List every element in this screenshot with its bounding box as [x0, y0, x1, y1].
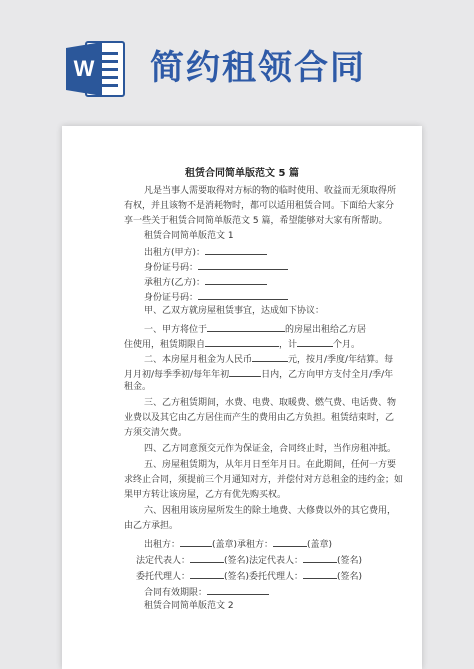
- clause-5-cont: 求终止合同，须提前三个月通知对方，并偿付对方总租金的违约金；如: [124, 475, 404, 485]
- blank-line: [297, 337, 333, 347]
- document-title: 租赁合同简单版范文 5 篇: [185, 168, 299, 179]
- blank-line: [207, 322, 285, 332]
- sign-label: 委托代理人：: [136, 572, 191, 582]
- id-label: 身份证号码：: [144, 263, 199, 273]
- clause-4: 四、乙方同意预交元作为保证金，合同终止时，当作房租冲抵。: [144, 444, 397, 454]
- sign-label: (签名): [337, 572, 363, 582]
- blank-line: [273, 537, 307, 547]
- blank-line: [198, 290, 288, 300]
- lessee-label: 承租方(乙方)：: [144, 278, 206, 288]
- clause-text: 住使用，租赁期限自: [124, 340, 206, 350]
- sign-label: 出租方：: [144, 540, 181, 550]
- blank-line: [180, 537, 212, 547]
- clause-5: 五、房屋租赁期为，从年月日至年月日。在此期间，任何一方要: [144, 460, 397, 470]
- clause-text: ，计: [279, 340, 298, 350]
- sign-label: (签名)法定代表人：: [224, 556, 304, 566]
- id-field: [144, 290, 288, 304]
- blank-line: [252, 352, 288, 362]
- blank-line: [205, 245, 267, 255]
- blank-line: [205, 337, 279, 347]
- sign-label: (签名): [337, 556, 363, 566]
- blank-line: [207, 585, 269, 595]
- lessor-field: [144, 245, 267, 259]
- lessee-field: [144, 275, 267, 289]
- svg-text:W: W: [73, 56, 95, 81]
- validity-line: [144, 585, 269, 599]
- clause-5-cont: 果甲方转让该房屋，乙方有优先购买权。: [124, 490, 287, 500]
- sign-label: (盖章)承租方：: [212, 540, 274, 550]
- intro-line: 享一些关于租赁合同简单版范文 5 篇，希望能够对大家有所帮助。: [124, 216, 388, 226]
- lessor-label: 出租方(甲方)：: [144, 248, 206, 258]
- banner-title: 简约租领合同: [150, 48, 366, 88]
- clause-6: 六、因租用该房屋所发生的除土地费、大修费以外的其它费用，: [144, 506, 397, 516]
- intro-line: 凡是当事人需要取得对方标的物的临时使用、收益而无须取得所: [144, 186, 397, 196]
- intro-line: 有权，并且该物不是消耗物时，都可以适用租赁合同。下面给大家分: [124, 201, 395, 211]
- id-label: 身份证号码：: [144, 293, 199, 303]
- document-page: [62, 126, 422, 669]
- clause-text: 月月初/每季季初/每年年初: [124, 370, 230, 380]
- clause-3-cont: 方须交清欠费。: [124, 428, 188, 438]
- signature-agent-line: [136, 569, 362, 583]
- clause-text: 一、甲方将位于: [144, 325, 208, 335]
- clause-text: 日内，乙方向甲方支付全月/季/年: [261, 370, 394, 380]
- clause-2-cont: [124, 367, 393, 381]
- blank-line: [303, 569, 337, 579]
- clause-text: 二、本房屋月租金为人民币: [144, 355, 253, 365]
- blank-line: [229, 367, 261, 377]
- blank-line: [205, 275, 267, 285]
- blank-line: [303, 553, 337, 563]
- clause-2: [144, 352, 393, 366]
- section-title: 租赁合同简单版范文 2: [144, 601, 234, 611]
- clause-1-cont: [124, 337, 360, 351]
- sign-label: (盖章): [307, 540, 333, 550]
- clause-3-cont: 业费以及其它由乙方居住而产生的费用由乙方负担。租赁结束时，乙: [124, 413, 395, 423]
- section-title: 租赁合同简单版范文 1: [144, 231, 234, 241]
- blank-line: [190, 553, 224, 563]
- clause-text: 元，按月/季度/年结算。每: [288, 355, 394, 365]
- clause-text: 个月。: [333, 340, 361, 350]
- clause-3: 三、乙方租赁期间，水费、电费、取暖费、燃气费、电话费、物: [144, 398, 397, 408]
- sign-label: (签名)委托代理人：: [224, 572, 304, 582]
- id-field: [144, 260, 288, 274]
- clause-2-cont: 租金。: [124, 382, 152, 392]
- agreement-line: 甲、乙双方就房屋租赁事宜，达成如下协议：: [144, 306, 325, 316]
- blank-line: [198, 260, 288, 270]
- sign-label: 法定代表人：: [136, 556, 191, 566]
- clause-6-cont: 由乙方承担。: [124, 521, 179, 531]
- sign-label: 合同有效期限：: [144, 588, 208, 598]
- signature-seal-line: [144, 537, 332, 551]
- banner: [0, 0, 474, 120]
- blank-line: [190, 569, 224, 579]
- clause-text: 的房屋出租给乙方居: [285, 325, 367, 335]
- clause-1: [144, 322, 366, 336]
- signature-rep-line: [136, 553, 362, 567]
- word-icon: [64, 40, 128, 98]
